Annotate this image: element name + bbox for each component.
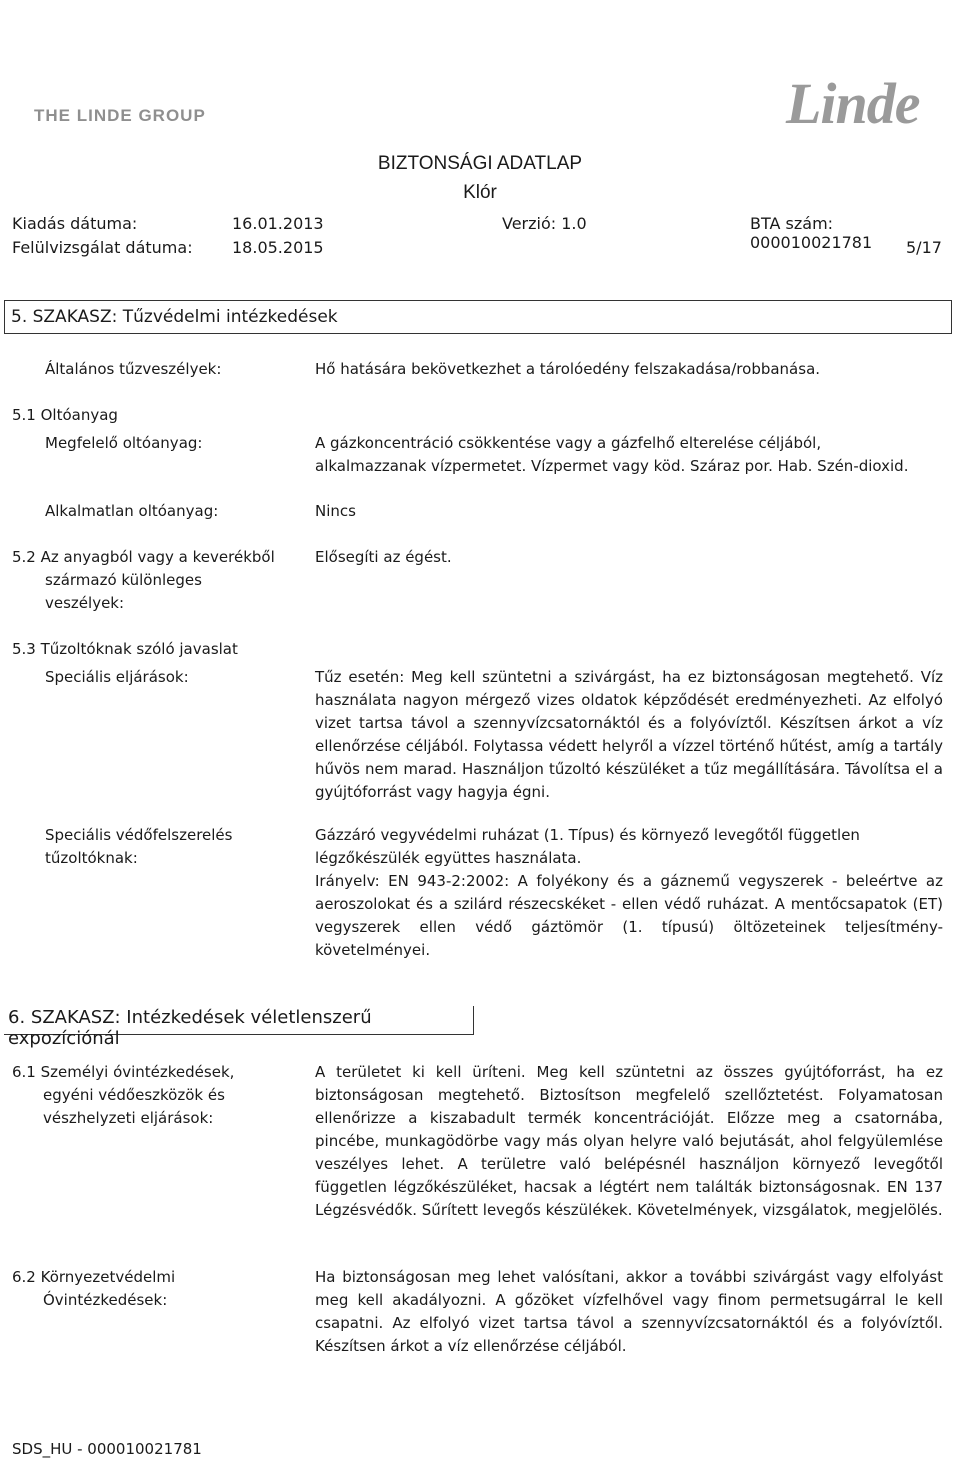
section-5-title: 5. SZAKASZ: Tűzvédelmi intézkedések xyxy=(11,307,338,327)
special-procedures-text: Tűz esetén: Meg kell szüntetni a szivárgást, ha ez biztonságosan megtehető. Víz használata nagyon mérgező vizes oldatok képződését eredményezheti. Az elfolyó vizet tartsa távol a szennyvízcsatornáktól és a folyóvíztől. Készítsen árkot a víz ellenőrzése céljából. Folytassa védett helyről a vízzel történő hűtést, amíg a tartály hűvös nem marad. Használjon tűzoltó készüléket a tűz megállítására. Távolítsa el a gyújtóforrást vagy hagyja égni. xyxy=(315,668,943,801)
section-5-2-label-line3: veszélyek: xyxy=(45,594,125,612)
general-hazards-label: Általános tűzveszélyek: xyxy=(45,360,222,378)
section-6-1-label-line3: vészhelyzeti eljárások: xyxy=(43,1109,214,1127)
section-6-title: 6. SZAKASZ: Intézkedések véletlenszerű expozíciónál xyxy=(8,1007,372,1049)
section-6-2-text: Ha biztonságosan meg lehet valósítani, akkor a további szivárgást vagy elfolyást meg kell akadályozni. A gőzöket vízfelhővel vagy finom permetsugárral le kell csapatni. Az elfolyó vizet tartsa távol a szennyvízcsatornáktól és a folyóvíztől. Készítsen árkot a víz ellenőrzése céljából. xyxy=(315,1268,943,1355)
protective-equipment-label-line1: Speciális védőfelszerelés xyxy=(45,826,233,844)
footer-document-code: SDS_HU - 000010021781 xyxy=(12,1440,202,1458)
special-procedures-label: Speciális eljárások: xyxy=(45,668,189,686)
section-6-2-label-line2: Óvintézkedések: xyxy=(43,1291,168,1309)
section-6-1-label-line1: 6.1 Személyi óvintézkedések, xyxy=(12,1063,235,1081)
section-6-1-text: A területet ki kell üríteni. Meg kell szüntetni az összes gyújtóforrást, ha ez biztonságosan megtehető. Biztosítson megfelelő szellőztetést. Folyamatosan ellenőrizze a kiszabadult termék koncentrációját. Előzze meg a csatornába, pincébe, munkagödörbe vagy más olyan helyre való bejutását, ahol felgyülemlése veszélyes lehet. A területre való belépésnél használjon környező levegőtől független légzőkészüléket, hacsak a légtért nem találták biztonságosnak. EN 137 Légzésvédők. Sűrített levegős készülékek. Követelmények, vizsgálatok, megjelölés. xyxy=(315,1063,943,1219)
issue-date: 16.01.2013 xyxy=(232,214,324,233)
section-6-2-label-line1: 6.2 Környezetvédelmi xyxy=(12,1268,176,1286)
review-date: 18.05.2015 xyxy=(232,238,324,257)
section-5-2-text: Elősegíti az égést. xyxy=(315,548,452,566)
protective-equipment-text-1: Gázzáró vegyvédelmi ruházat (1. Típus) és környező levegőtől független légzőkészülék együttes használata. xyxy=(315,826,860,867)
section-6-1-label-line2: egyéni védőeszközök és xyxy=(43,1086,225,1104)
section-5-header xyxy=(4,300,952,334)
protective-equipment-label-line2: tűzoltóknak: xyxy=(45,849,138,867)
bta-number: BTA szám: 000010021781 xyxy=(750,214,873,252)
linde-group-logo-text: THE LINDE GROUP xyxy=(34,106,206,125)
section-5-1-title: 5.1 Oltóanyag xyxy=(12,406,118,424)
section-6-header xyxy=(4,1006,474,1049)
page-number: 5/17 xyxy=(906,238,942,257)
issue-date-label: Kiadás dátuma: xyxy=(12,214,138,233)
section-5-3-title: 5.3 Tűzoltóknak szóló javaslat xyxy=(12,640,238,658)
protective-equipment-text-2: Irányelv: EN 943-2:2002: A folyékony és a gáznemű vegyszerek - beleértve az aeroszolokat és a szilárd részecskéket - ellen védő ruházat. A mentőcsapatok (ET) vegyszerek ellen védő gáztömör (1. típusú) öltözeteinek teljesítmény-követelményei. xyxy=(315,872,943,959)
document-type: BIZTONSÁGI ADATLAP xyxy=(377,153,583,174)
review-date-label: Felülvizsgálat dátuma: xyxy=(12,238,193,257)
unsuitable-media-label: Alkalmatlan oltóanyag: xyxy=(45,502,219,520)
general-hazards-text: Hő hatására bekövetkezhet a tárolóedény felszakadása/robbanása. xyxy=(315,360,821,378)
section-5-2-label-line2: származó különleges xyxy=(45,571,202,589)
suitable-media-text-1: A gázkoncentráció csökkentése vagy a gázfelhő elterelése céljából, xyxy=(315,434,822,452)
section-5-2-label-line1: 5.2 Az anyagból vagy a keverékből xyxy=(12,548,275,566)
linde-logo: Linde xyxy=(786,71,920,136)
version: Verzió: 1.0 xyxy=(502,214,587,233)
unsuitable-media-text: Nincs xyxy=(315,502,356,520)
product-name: Klór xyxy=(463,182,497,203)
suitable-media-text-2: alkalmazzanak vízpermetet. Vízpermet vagy köd. Száraz por. Hab. Szén-dioxid. xyxy=(315,457,909,475)
suitable-media-label: Megfelelő oltóanyag: xyxy=(45,434,203,452)
